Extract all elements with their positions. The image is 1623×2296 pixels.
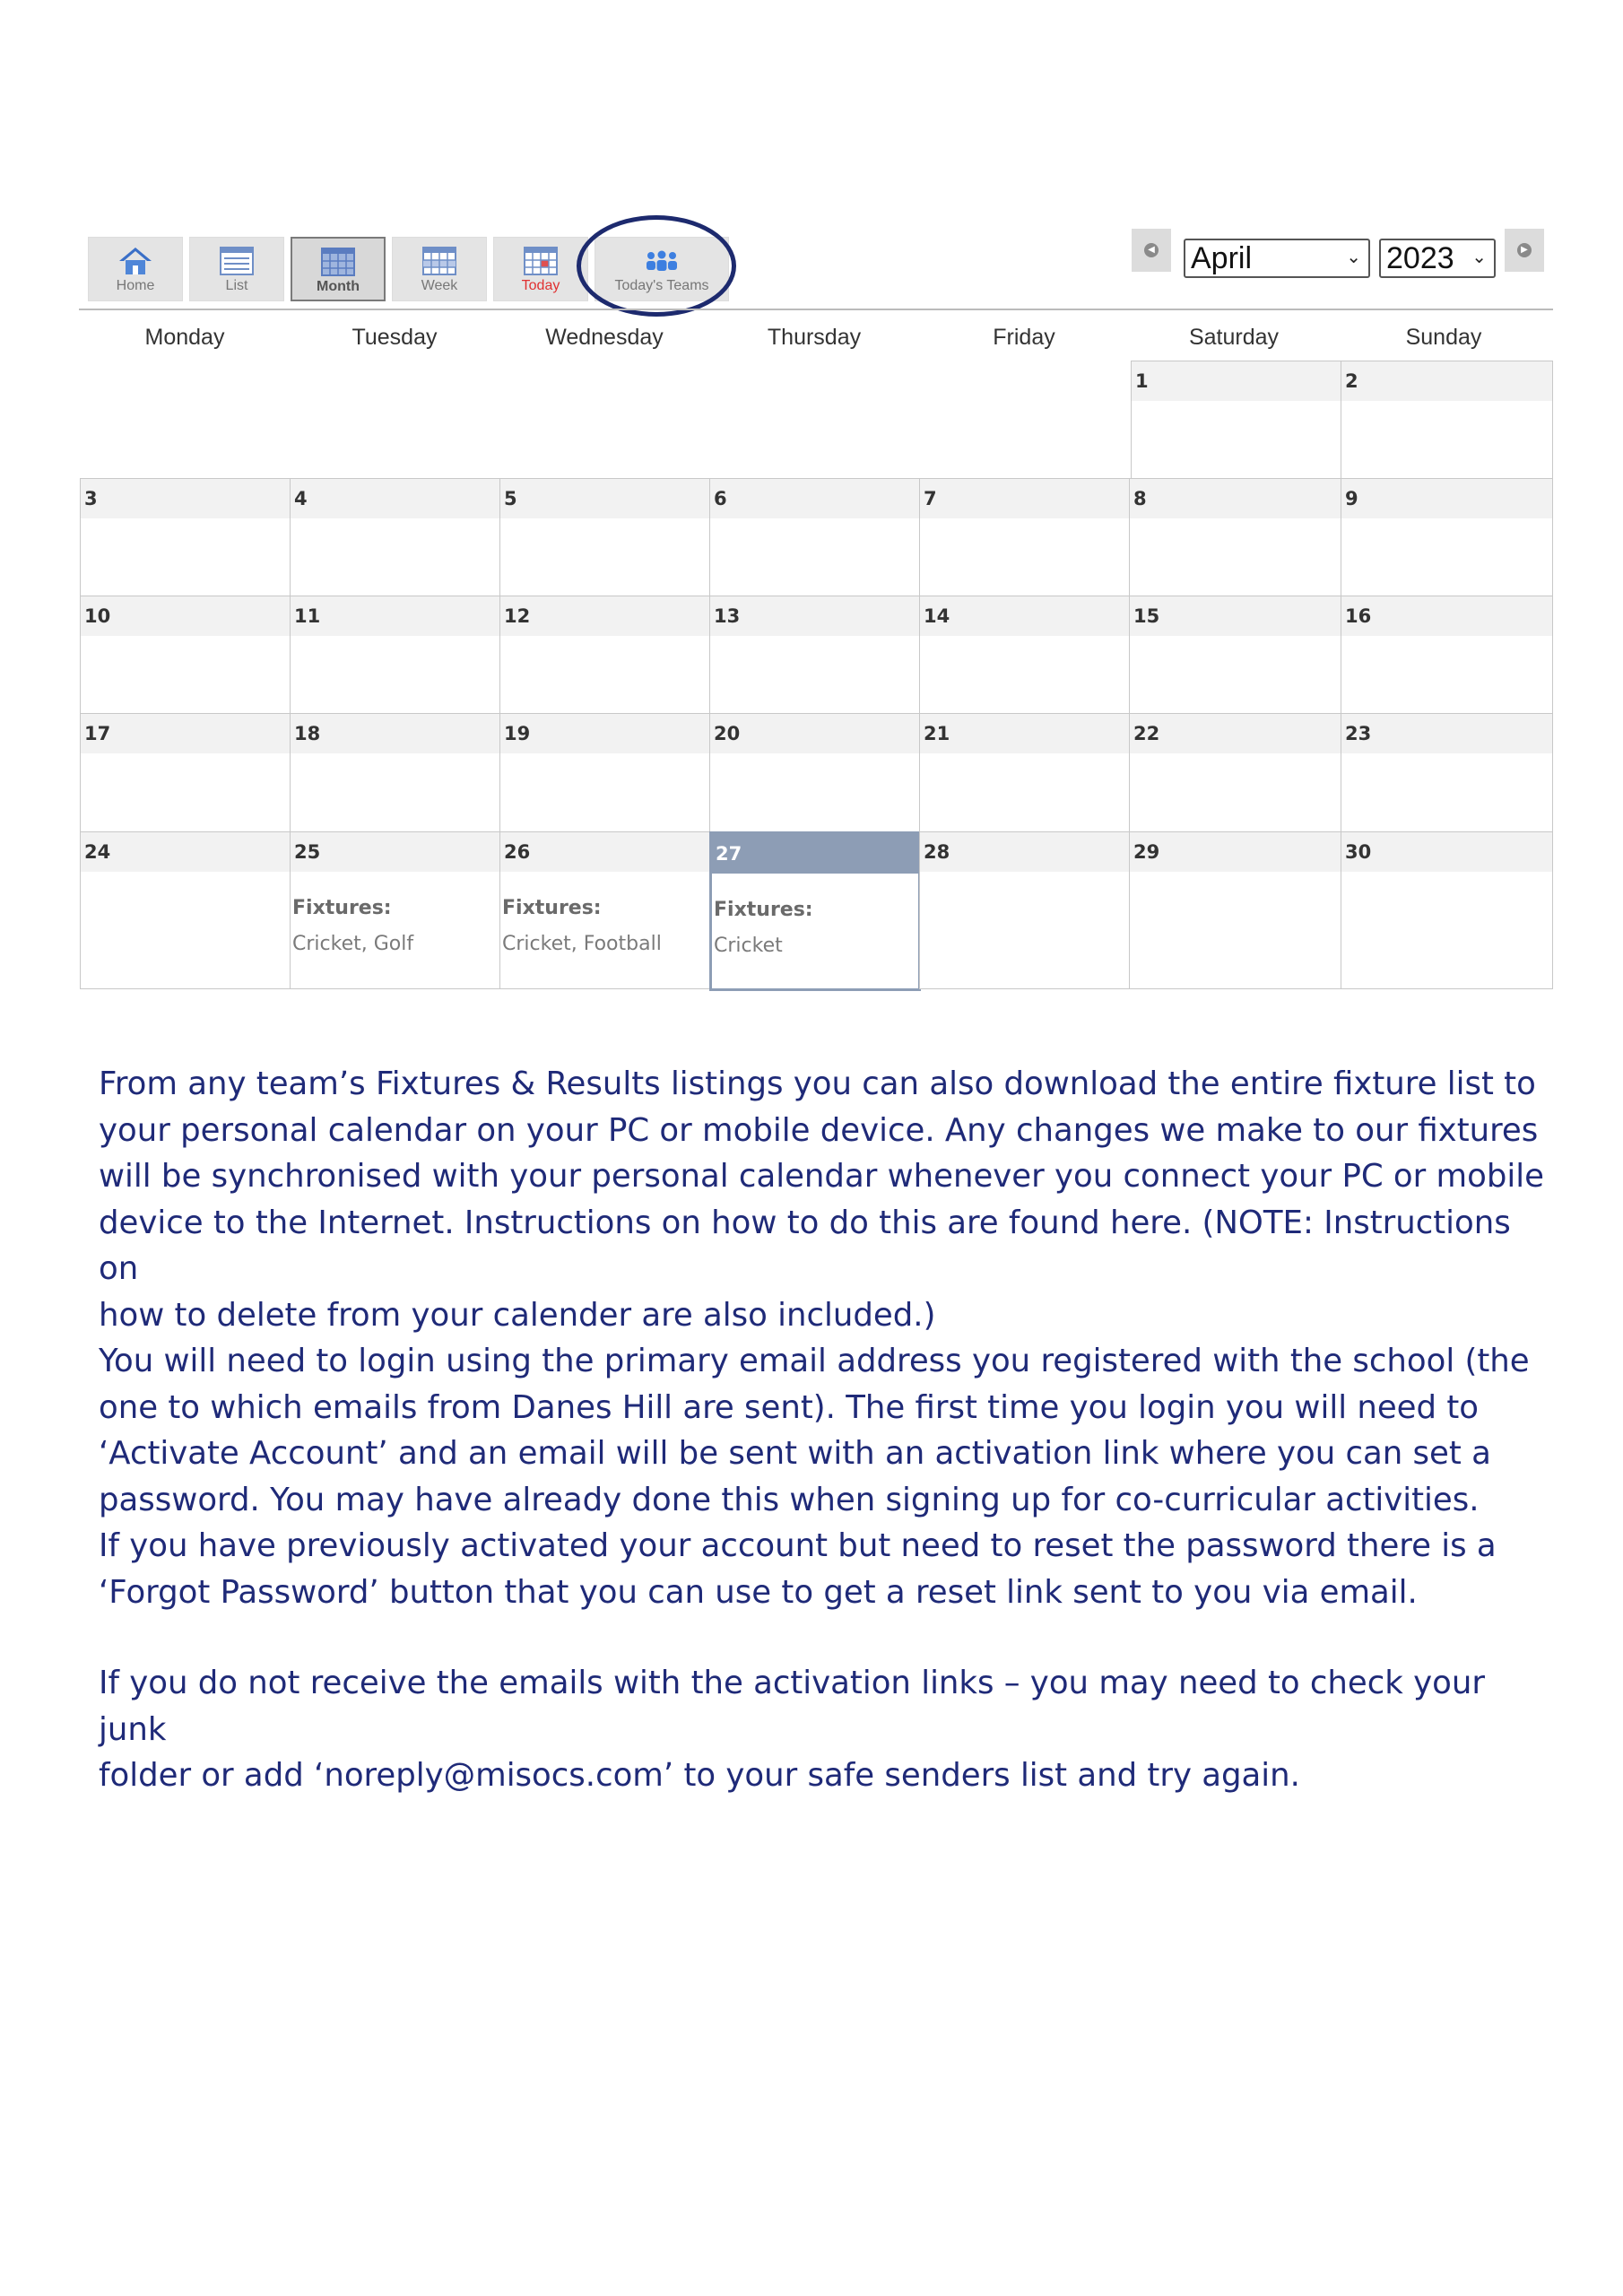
day-header-wednesday: Wednesday: [545, 325, 664, 350]
calendar-day-5[interactable]: 5: [499, 478, 711, 597]
day-header-sunday: Sunday: [1405, 325, 1482, 350]
calendar-day-1[interactable]: 1: [1131, 361, 1342, 480]
calendar-day-6[interactable]: 6: [709, 478, 921, 597]
calendar-day-10[interactable]: 10: [80, 596, 291, 715]
paragraph-login-instructions: You will need to login using the primary email address you registered with the school (the one to which emails from Danes Hill are sent). The first time you login you will need to ‘Activate Account’ and an email will be sent with an activation link where you can set a password. You may have already done this when signing up for co-curricular activities. If you have previously activated your account but need to reset the password there is a ‘Forgot Password’ button that you can use to get a reset link sent to you via email.: [99, 1343, 1530, 1611]
fixture-sports[interactable]: Cricket, Football: [502, 933, 662, 955]
calendar-day-8[interactable]: 8: [1129, 478, 1342, 597]
today-button[interactable]: [493, 237, 588, 301]
toolbar-divider: [79, 309, 1553, 310]
day-header-thursday: Thursday: [767, 325, 862, 350]
home-label: Home: [116, 278, 155, 293]
todays-teams-label: Today's Teams: [614, 278, 709, 293]
calendar-day-14[interactable]: 14: [919, 596, 1131, 715]
week-calendar-icon: [422, 246, 456, 276]
calendar-day-2[interactable]: 2: [1341, 361, 1553, 480]
calendar-day-11[interactable]: 11: [290, 596, 501, 715]
month-calendar-icon: [321, 247, 355, 277]
calendar-day-24[interactable]: 24: [80, 831, 291, 989]
calendar-day-9[interactable]: 9: [1341, 478, 1553, 597]
calendar-day-20[interactable]: 20: [709, 713, 921, 833]
calendar-day-4[interactable]: 4: [290, 478, 501, 597]
chevron-left-icon: ◀: [1144, 243, 1159, 257]
fixture-sports[interactable]: Cricket, Golf: [292, 933, 414, 955]
chevron-down-icon: ⌄: [1346, 246, 1361, 267]
calendar-day-18[interactable]: 18: [290, 713, 501, 833]
calendar-day-17[interactable]: 17: [80, 713, 291, 833]
fixtures-label: Fixtures:: [292, 897, 392, 919]
list-label: List: [225, 278, 248, 293]
month-select-value: April: [1191, 240, 1253, 275]
next-month-button[interactable]: [1505, 229, 1544, 272]
calendar-day-15[interactable]: 15: [1129, 596, 1342, 715]
calendar-day-25[interactable]: 25 Fixtures: Cricket, Golf: [290, 831, 501, 989]
calendar-day-3[interactable]: 3: [80, 478, 291, 597]
home-icon: [117, 246, 153, 276]
day-header-monday: Monday: [144, 325, 225, 350]
calendar-day-23[interactable]: 23: [1341, 713, 1553, 833]
day-header-friday: Friday: [993, 325, 1055, 350]
view-toolbar: [88, 237, 733, 303]
calendar-day-27-today[interactable]: 27 Fixtures: Cricket: [709, 831, 921, 991]
list-icon: [220, 246, 254, 276]
paragraph-junk-folder: If you do not receive the emails with the activation links – you may need to check your junk folder or add ‘noreply@misocs.com’ to your safe senders list and try again.: [99, 1665, 1485, 1794]
calendar-day-30[interactable]: 30: [1341, 831, 1553, 989]
previous-month-button[interactable]: [1132, 229, 1171, 272]
todays-teams-button[interactable]: [595, 237, 729, 301]
calendar-day-29[interactable]: 29: [1129, 831, 1342, 989]
chevron-right-icon: ▶: [1517, 243, 1532, 257]
calendar-day-21[interactable]: 21: [919, 713, 1131, 833]
calendar-day-7[interactable]: 7: [919, 478, 1131, 597]
calendar-day-28[interactable]: 28: [919, 831, 1131, 989]
calendar-day-22[interactable]: 22: [1129, 713, 1342, 833]
fixture-sports[interactable]: Cricket: [714, 935, 783, 957]
today-label: Today: [521, 278, 560, 293]
month-view-button[interactable]: [291, 237, 386, 301]
today-calendar-icon: [524, 246, 558, 276]
calendar-day-19[interactable]: 19: [499, 713, 711, 833]
paragraph-calendar-sync: From any team’s Fixtures & Results listings you can also download the entire fixture list to your personal calendar on your PC or mobile device. Any changes we make to our fixtures will be synchronised with your personal calendar whenever you connect your PC or mobile device to the Internet. Instructions on how to do this are found here. (NOTE: Instructions on how to delete from your calender are also included.): [99, 1065, 1544, 1334]
calendar-day-12[interactable]: 12: [499, 596, 711, 715]
week-label: Week: [421, 278, 458, 293]
calendar-day-13[interactable]: 13: [709, 596, 921, 715]
day-header-saturday: Saturday: [1188, 325, 1280, 350]
calendar-day-26[interactable]: 26 Fixtures: Cricket, Football: [499, 831, 711, 989]
fixtures-label: Fixtures:: [502, 897, 602, 919]
chevron-down-icon: ⌄: [1471, 246, 1487, 267]
calendar-day-16[interactable]: 16: [1341, 596, 1553, 715]
home-button[interactable]: [88, 237, 183, 301]
week-view-button[interactable]: [392, 237, 487, 301]
month-select[interactable]: [1184, 239, 1370, 278]
day-header-tuesday: Tuesday: [352, 325, 438, 350]
fixtures-label: Fixtures:: [714, 899, 813, 921]
team-people-icon: [644, 246, 680, 276]
year-select[interactable]: [1379, 239, 1496, 278]
year-select-value: 2023: [1386, 240, 1454, 275]
month-label: Month: [317, 279, 360, 294]
list-view-button[interactable]: [189, 237, 284, 301]
